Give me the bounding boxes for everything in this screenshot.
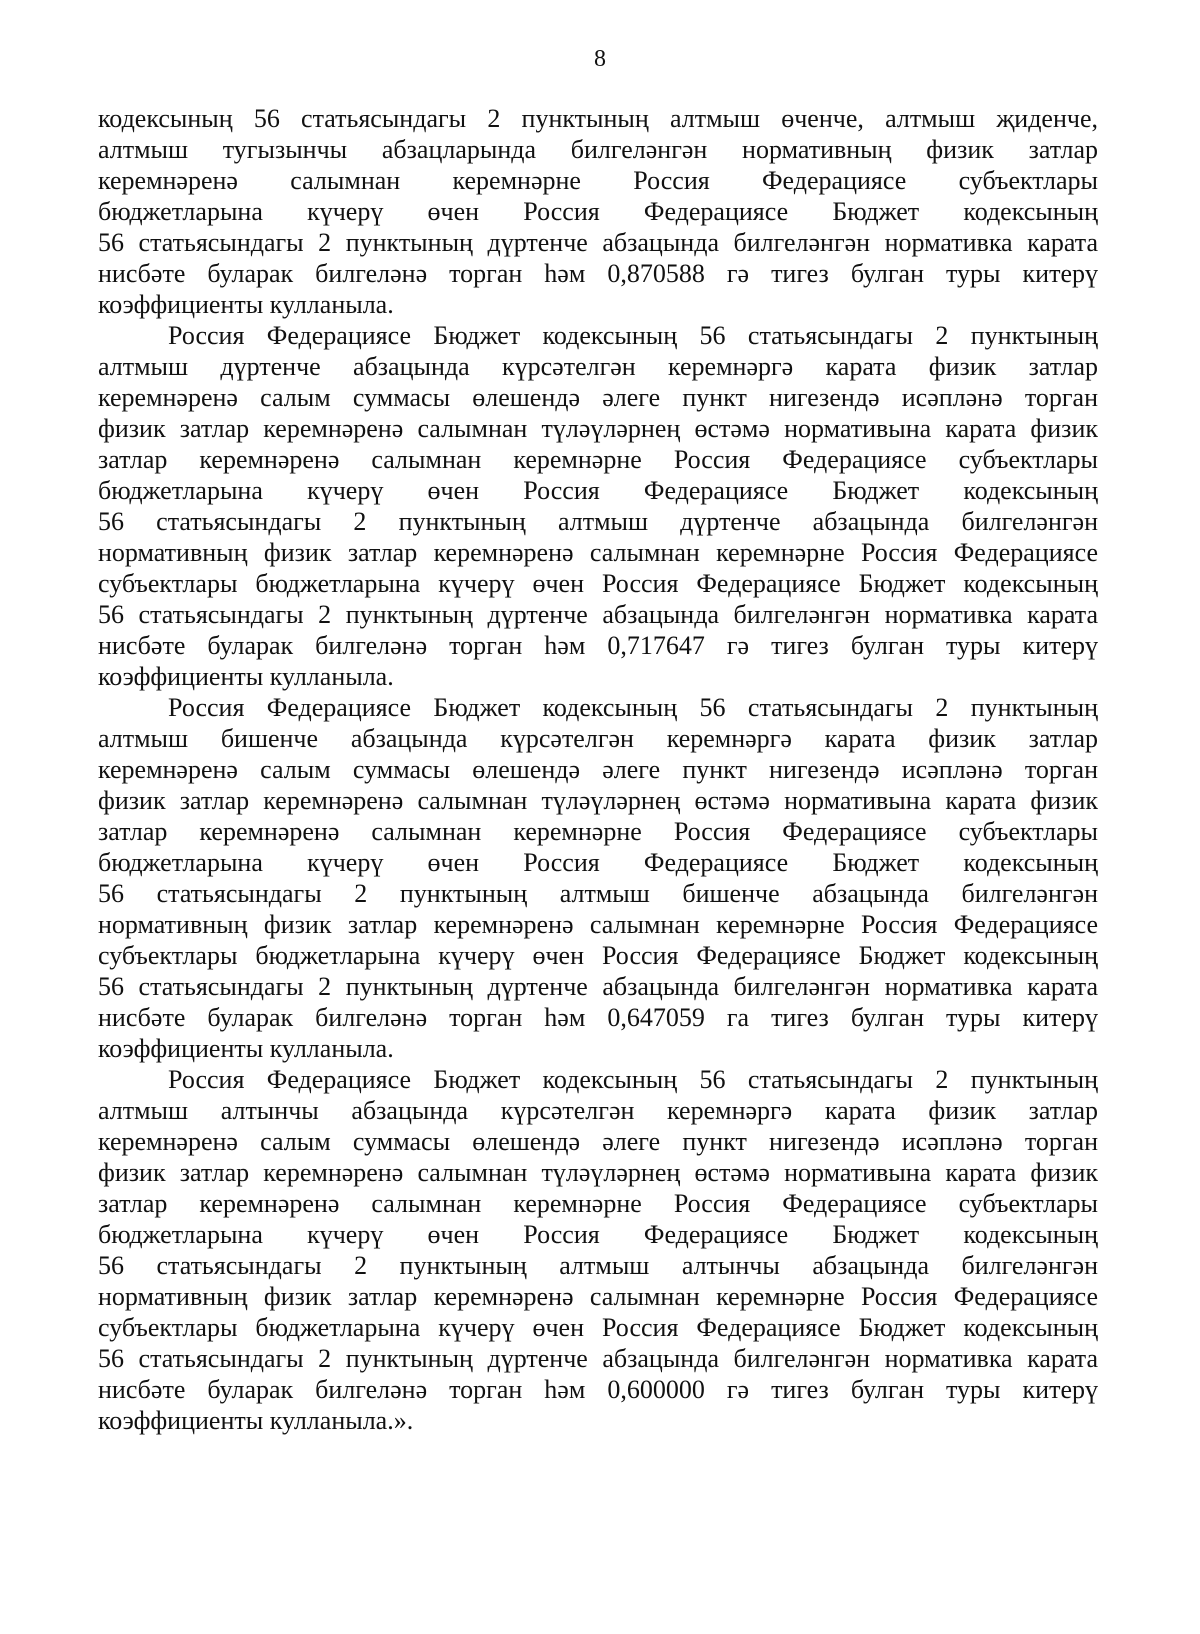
text-line: физик затлар керемнәренә салымнан түләүләрнең өстәмә нормативына карата физик <box>98 1158 1098 1187</box>
text-line: нисбәте буларак билгеләнә торган һәм 0,647059 га тигез булган туры китерү <box>98 1003 1098 1032</box>
text-line: коэффициенты кулланыла.». <box>98 1406 414 1435</box>
text-line: субъектлары бюджетларына күчерү өчен Россия Федерациясе Бюджет кодексының <box>98 569 1098 598</box>
text-line: нормативның физик затлар керемнәренә салымнан керемнәрне Россия Федерациясе <box>98 538 1098 567</box>
text-line: нормативның физик затлар керемнәренә салымнан керемнәрне Россия Федерациясе <box>98 910 1098 939</box>
page-number: 8 <box>594 46 606 72</box>
text-line: коэффициенты кулланыла. <box>98 1034 394 1063</box>
text-line: нормативның физик затлар керемнәренә салымнан керемнәрне Россия Федерациясе <box>98 1282 1098 1311</box>
text-line: 56 статьясындагы 2 пунктының дүртенче абзацында билгеләнгән нормативка карата <box>98 228 1098 257</box>
text-line: 56 статьясындагы 2 пунктының дүртенче абзацында билгеләнгән нормативка карата <box>98 972 1098 1001</box>
text-line: бюджетларына күчерү өчен Россия Федерациясе Бюджет кодексының <box>98 476 1098 505</box>
text-line: нисбәте буларак билгеләнә торган һәм 0,600000 гә тигез булган туры китерү <box>98 1375 1098 1404</box>
text-line: затлар керемнәренә салымнан керемнәрне Россия Федерациясе субъектлары <box>98 1189 1098 1218</box>
paragraph <box>98 1064 1098 1436</box>
text-line: керемнәренә салымнан керемнәрне Россия Федерациясе субъектлары <box>98 166 1098 195</box>
text-line: 56 статьясындагы 2 пунктының дүртенче абзацында билгеләнгән нормативка карата <box>98 600 1098 629</box>
text-line: бюджетларына күчерү өчен Россия Федерациясе Бюджет кодексының <box>98 197 1098 226</box>
text-line: нисбәте буларак билгеләнә торган һәм 0,870588 гә тигез булган туры китерү <box>98 259 1098 288</box>
text-line: 56 статьясындагы 2 пунктының алтмыш бишенче абзацында билгеләнгән <box>98 879 1098 908</box>
text-line: Россия Федерациясе Бюджет кодексының 56 статьясындагы 2 пунктының <box>168 693 1098 722</box>
text-line: алтмыш тугызынчы абзацларында билгеләнгән нормативның физик затлар <box>98 135 1098 164</box>
text-line: керемнәренә салым суммасы өлешендә әлеге пункт нигезендә исәпләнә торган <box>98 383 1098 412</box>
text-line: коэффициенты кулланыла. <box>98 662 394 691</box>
text-line: затлар керемнәренә салымнан керемнәрне Россия Федерациясе субъектлары <box>98 817 1098 846</box>
text-line: 56 статьясындагы 2 пунктының алтмыш дүртенче абзацында билгеләнгән <box>98 507 1098 536</box>
text-line: алтмыш бишенче абзацында күрсәтелгән керемнәргә карата физик затлар <box>98 724 1098 753</box>
text-line: бюджетларына күчерү өчен Россия Федерациясе Бюджет кодексының <box>98 1220 1098 1249</box>
text-line: алтмыш дүртенче абзацында күрсәтелгән керемнәргә карата физик затлар <box>98 352 1098 381</box>
text-line: коэффициенты кулланыла. <box>98 290 394 319</box>
text-line: физик затлар керемнәренә салымнан түләүләрнең өстәмә нормативына карата физик <box>98 786 1098 815</box>
text-line: нисбәте буларак билгеләнә торган һәм 0,717647 гә тигез булган туры китерү <box>98 631 1098 660</box>
text-line: алтмыш алтынчы абзацында күрсәтелгән керемнәргә карата физик затлар <box>98 1096 1098 1125</box>
text-line: керемнәренә салым суммасы өлешендә әлеге пункт нигезендә исәпләнә торган <box>98 1127 1098 1156</box>
text-line: кодексының 56 статьясындагы 2 пунктының алтмыш өченче, алтмыш җиденче, <box>98 104 1098 133</box>
text-line: бюджетларына күчерү өчен Россия Федерациясе Бюджет кодексының <box>98 848 1098 877</box>
text-line: Россия Федерациясе Бюджет кодексының 56 статьясындагы 2 пунктының <box>168 1065 1098 1094</box>
text-line: физик затлар керемнәренә салымнан түләүләрнең өстәмә нормативына карата физик <box>98 414 1098 443</box>
text-line: Россия Федерациясе Бюджет кодексының 56 статьясындагы 2 пунктының <box>168 321 1098 350</box>
paragraph <box>98 692 1098 1064</box>
text-line: субъектлары бюджетларына күчерү өчен Россия Федерациясе Бюджет кодексының <box>98 941 1098 970</box>
text-line: затлар керемнәренә салымнан керемнәрне Россия Федерациясе субъектлары <box>98 445 1098 474</box>
paragraph <box>98 103 1098 320</box>
document-body <box>98 103 1098 1436</box>
text-line: 56 статьясындагы 2 пунктының алтмыш алтынчы абзацында билгеләнгән <box>98 1251 1098 1280</box>
text-line: субъектлары бюджетларына күчерү өчен Россия Федерациясе Бюджет кодексының <box>98 1313 1098 1342</box>
paragraph <box>98 320 1098 692</box>
text-line: керемнәренә салым суммасы өлешендә әлеге пункт нигезендә исәпләнә торган <box>98 755 1098 784</box>
text-line: 56 статьясындагы 2 пунктының дүртенче абзацында билгеләнгән нормативка карата <box>98 1344 1098 1373</box>
